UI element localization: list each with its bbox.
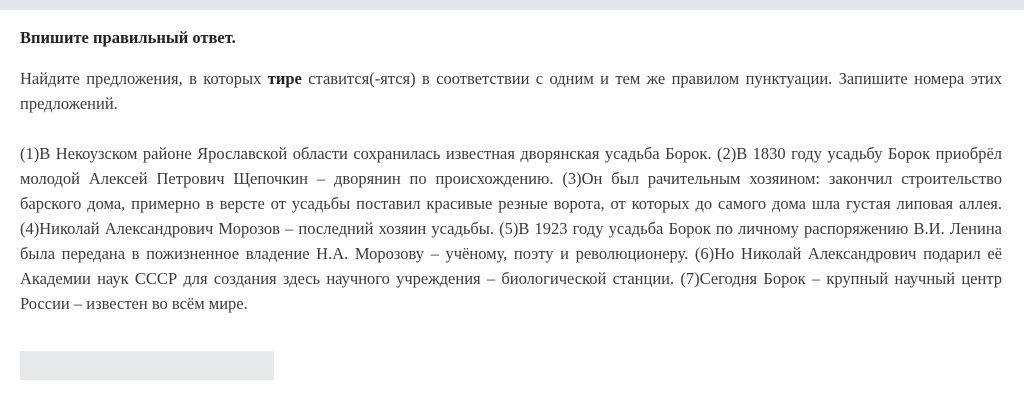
task-text-after: ставится(-ятся) в соответствии с одним и тем же правилом пунктуации. Запишите номера этих предложений. [20,69,1002,113]
question-block [20,26,1002,316]
sentence-6: (6)Но Николай Александрович подарил её Академии наук СССР для создания здесь научного учреждения – биологической станции. [20,244,1002,288]
task-text [20,66,1002,116]
answer-input[interactable] [20,351,274,380]
passage-text [20,141,1002,316]
sentence-7: (7)Сегодня Борок – крупный научный центр России – известен во всём мире. [20,269,1003,313]
top-bar [0,0,1024,10]
sentence-3: (3)Он был рачительным хозяином: закончил строительство барского дома, примерно в версте от усадьбы поставил красивые резные ворота, от которых до самого дома шла густая липовая аллея. [20,169,1003,213]
task-term: тире [267,69,302,88]
sentence-4: (4)Николай Александрович Морозов – последний хозяин усадьбы. [20,219,495,238]
sentence-2: (2)В 1830 году усадьбу Борок приобрёл молодой Алексей Петрович Щепочкин – дворянин по происхождению. [20,144,1002,188]
sentence-5: (5)В 1923 году усадьба Борок по личному распоряжению В.И. Ленина была передана в пожизненное владение Н.А. Морозову – учёному, поэту и революционеру. [20,219,1002,263]
instruction-heading: Впишите правильный ответ. [20,28,236,47]
task-text-before: Найдите предложения, в которых [20,69,268,88]
sentence-1: (1)В Некоузском районе Ярославской области сохранилась известная дворянская усадьба Борок. [20,144,712,163]
